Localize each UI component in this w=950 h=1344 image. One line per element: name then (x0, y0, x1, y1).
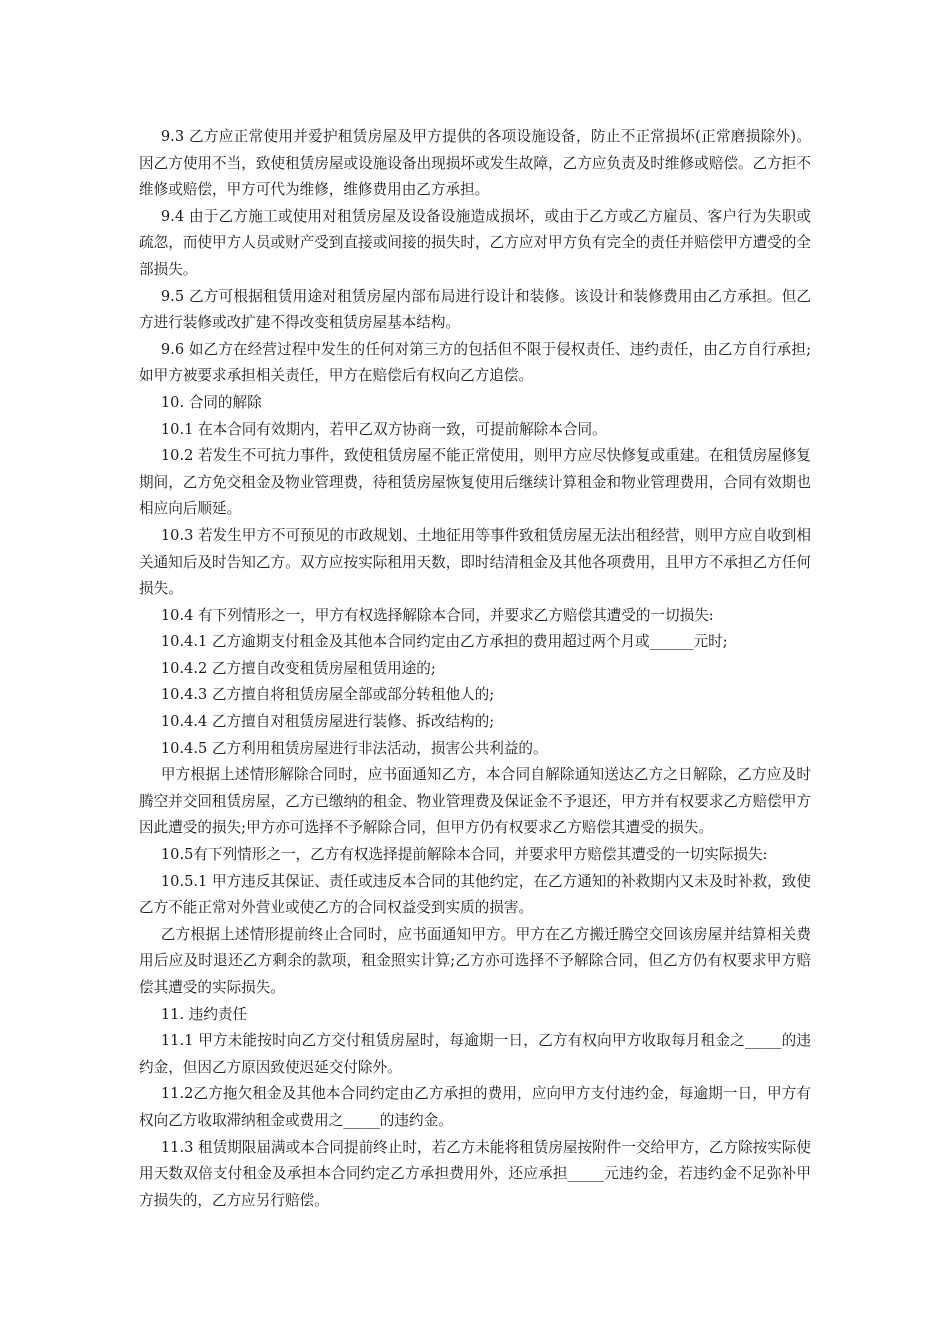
clause-10-2: 10.2 若发生不可抗力事件，致使租赁房屋不能正常使用，则甲方应尽快修复或重建。在租赁房屋修复期间，乙方免交租金及物业管理费，待租赁房屋恢复使用后继续计算租金和物业管理费用，合同有效期也相应向后顺延。 (139, 447, 811, 518)
clause-10-4-2: 10.4.2 乙方擅自改变租赁房屋租赁用途的; (160, 659, 436, 677)
clause-10-4-5: 10.4.5 乙方利用租赁房屋进行非法活动，损害公共利益的。 (160, 739, 548, 757)
clause-11-2: 11.2乙方拖欠租金及其他本合同约定由乙方承担的费用，应向甲方支付违约金，每逾期一日，甲方有权向乙方收取滞纳租金或费用之_____的违约金。 (139, 1085, 811, 1129)
clause-10-4-remedy: 甲方根据上述情形解除合同时，应书面通知乙方，本合同自解除通知送达乙方之日解除，乙方应及时腾空并交回租赁房屋，乙方已缴纳的租金、物业管理费及保证金不予退还，甲方并有权要求乙方赔偿甲方因此遭受的损失;甲方亦可选择不予解除合同，但甲方仍有权要求乙方赔偿其遭受的损失。 (139, 766, 811, 837)
section-heading-11: 11. 违约责任 (160, 1005, 248, 1023)
clause-9-6: 9.6 如乙方在经营过程中发生的任何对第三方的包括但不限于侵权责任、违约责任，由乙方自行承担;如甲方被要求承担相关责任，甲方在赔偿后有权向乙方追偿。 (139, 340, 811, 385)
clause-10-4-3: 10.4.3 乙方擅自将租赁房屋全部或部分转租他人的; (160, 686, 495, 704)
clause-10-4-1: 10.4.1 乙方逾期支付租金及其他本合同约定由乙方承担的费用超过两个月或______元时; (160, 633, 728, 651)
clause-9-5: 9.5 乙方可根据租赁用途对租赁房屋内部布局进行设计和装修。该设计和装修费用由乙方承担。但乙方进行装修或改扩建不得改变租赁房屋基本结构。 (139, 287, 811, 332)
clause-10-5-1: 10.5.1 甲方违反其保证、责任或违反本合同的其他约定，在乙方通知的补救期内又未及时补救，致使乙方不能正常对外营业或使乙方的合同权益受到实质的损害。 (139, 872, 811, 917)
clause-11-1: 11.1 甲方未能按时向乙方交付租赁房屋时，每逾期一日，乙方有权向甲方收取每月租金之_____的违约金，但因乙方原因致使迟延交付除外。 (139, 1032, 811, 1076)
clause-10-5: 10.5有下列情形之一，乙方有权选择提前解除本合同，并要求甲方赔偿其遭受的一切实际损失: (160, 846, 768, 864)
clause-10-4: 10.4 有下列情形之一，甲方有权选择解除本合同，并要求乙方赔偿其遭受的一切损失: (160, 606, 714, 624)
clause-10-4-4: 10.4.4 乙方擅自对租赁房屋进行装修、拆改结构的; (160, 713, 495, 731)
clause-9-3: 9.3 乙方应正常使用并爱护租赁房屋及甲方提供的各项设施设备，防止不正常损坏(正常磨损除外)。因乙方使用不当，致使租赁房屋或设施设备出现损坏或发生故障，乙方应负责及时维修或赔偿。乙方拒不维修或赔偿，甲方可代为维修，维修费用由乙方承担。 (139, 128, 811, 199)
clause-10-5-remedy: 乙方根据上述情形提前终止合同时，应书面通知甲方。甲方在乙方搬迁腾空交回该房屋并结算相关费用后应及时退还乙方剩余的款项，租金照实计算;乙方亦可选择不予解除合同，但乙方仍有权要求甲方赔偿其遭受的实际损失。 (139, 925, 811, 996)
clause-11-3: 11.3 租赁期限届满或本合同提前终止时，若乙方未能将租赁房屋按附件一交给甲方，乙方除按实际使用天数双倍支付租金及承担本合同约定乙方承担费用外，还应承担_____元违约金，若违约金不足弥补甲方损失的，乙方应另行赔偿。 (139, 1138, 811, 1209)
clause-10-3: 10.3 若发生甲方不可预见的市政规划、土地征用等事件致租赁房屋无法出租经营，则甲方应自收到相关通知后及时告知乙方。双方应按实际租用天数，即时结清租金及其他各项费用，且甲方不承担乙方任何损失。 (139, 526, 811, 598)
clause-10-1: 10.1 在本合同有效期内，若甲乙双方协商一致，可提前解除本合同。 (160, 420, 607, 438)
section-heading-10: 10. 合同的解除 (160, 393, 262, 411)
clause-9-4: 9.4 由于乙方施工或使用对租赁房屋及设备设施造成损坏，或由于乙方或乙方雇员、客户行为失职或疏忽，而使甲方人员或财产受到直接或间接的损失时，乙方应对甲方负有完全的责任并赔偿甲方遭受的全部损失。 (139, 207, 811, 278)
document-page (139, 124, 811, 1214)
